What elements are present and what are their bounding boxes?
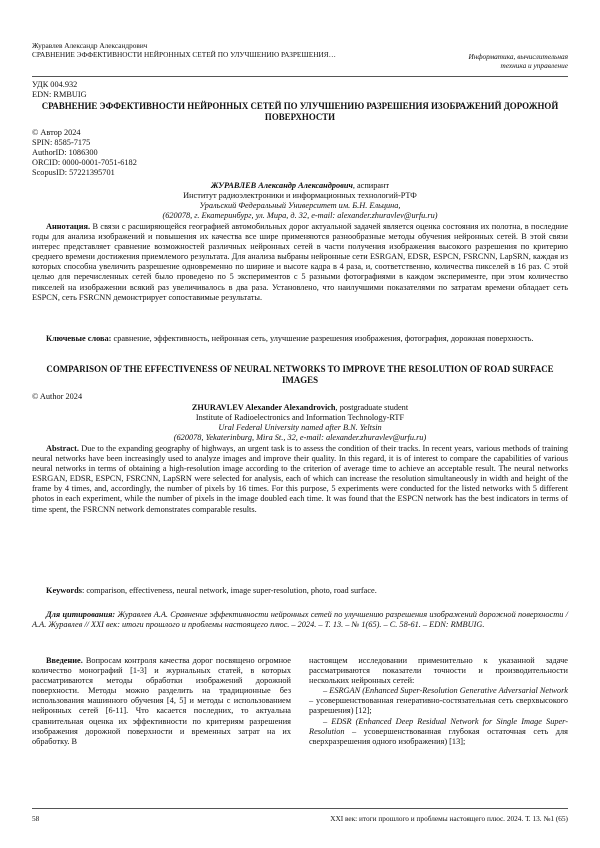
ru-abstract-text: В связи с расширяющейся географией автомобильных дорог актуальной задачей является оценка состояния их полотна, в последние годы для анализа изображений и повышения их качества все шире применяются разнообразные методы обучения нейронных сетей. В этой связи интерес представляет сравнение возможностей различных нейронных сетей в части получения изображения высокого разрешения по критерию среднего времени достижения приемлемого результата. Для анализа выбраны нейронные сети ESRGAN, EDSR, ESPCN, FSRCNN, LapSRN, каждая из которых способна увеличить разрешение одновременно по ширине и высоте кадра в 4 раза, и, соответственно, количества пикселей в 16 раз. С этой целью для перечисленных сетей было проведено по 5 экспериментов с 5 разными фотографиями в каждом эксперименте, при этом количество пикселей на изображении всякий раз увеличивалось в два раза. Установлено, что наилучшими показателями по затратам времени обладает сеть ESPCN, сеть FSRCNN демонстрирует сопоставимые результаты. [32,222,568,302]
en-keywords-label: Keywords [46,586,82,595]
en-author-name: ZHURAVLEV Alexander Alexandrovich [191,403,336,412]
running-header [32,40,568,77]
ru-keywords [32,334,568,344]
intro-paragraph [32,656,291,747]
running-footer [32,808,568,823]
right-column [309,656,568,747]
ru-ids [32,80,568,100]
ru-address: (620078, г. Екатеринбург, ул. Мира, д. 32, e-mail: alexander.zhuravlev@urfu.ru) [162,211,438,221]
ru-copyright: © Автор 2024 [32,128,81,137]
intro-label: Введение. [46,656,83,665]
ru-title: СРАВНЕНИЕ ЭФФЕКТИВНОСТИ НЕЙРОННЫХ СЕТЕЙ ПО УЛУЧШЕНИЮ РАЗРЕШЕНИЯ ИЗОБРАЖЕНИЙ ДОРОЖНОЙ ПОВЕРХНОСТИ [41,101,559,122]
ru-author-ids [32,128,568,178]
ru-author-line [32,181,568,191]
en-copyright: © Author 2024 [32,392,83,401]
citation [32,610,568,630]
authorid: AuthorID: 1086300 [32,148,98,158]
en-keywords-text: : comparison, effectiveness, neural network, image super-resolution, photo, road surface. [81,586,377,595]
spin: SPIN: 8585-7175 [32,138,91,148]
list-item [309,686,568,716]
edn: EDN: RMBUIG [32,90,87,100]
header-short-title: СРАВНЕНИЕ ЭФФЕКТИВНОСТИ НЕЙРОННЫХ СЕТЕЙ ПО УЛУЧШЕНИЮ РАЗРЕШЕНИЯ… [32,50,336,59]
orcid: ORCID: 0000-0001-7051-6182 [32,158,137,168]
header-left [32,41,452,59]
en-affil2: Ural Federal University named after B.N. Yeltsin [218,423,382,433]
citation-text: Журавлев А.А. Сравнение эффективности нейронных сетей по улучшению разрешения изображений дорожной поверхности / А.А. Журавлев // XXI век: итоги прошлого и проблемы настоящего плюс. – 2024. – Т. 13. – № 1(65). – С. 58-61. – EDN: RMBUIG. [32,610,568,630]
ru-affil1: Институт радиоэлектроники и информационных технологий-РТФ [183,191,417,201]
item2-desc: – усовершенствованная глубокая остаточная сеть для сверхразрешения одного изображения) [13]; [309,726,568,746]
en-author-line [32,403,568,413]
header-journal-section: Информатика, вычислительная техника и управление [468,52,568,70]
ru-author-name: ЖУРАВЛЕВ Александр Александрович [210,181,353,190]
en-author-rank: , postgraduate student [335,403,409,412]
header-author: Журавлев Александр Александрович [32,41,148,50]
item1-desc: – усовершенствованная генеративно-состязательная сеть сверхвысокого разрешения) [12]; [309,696,568,716]
en-abstract [32,444,568,515]
item1-name: – ESRGAN (Enhanced Super-Resolution Generative Adversarial Network [323,686,568,696]
ru-keywords-text: сравнение, эффективность, нейронная сеть, улучшение разрешения изображения, фотография, дорожная поверхность. [111,334,534,343]
citation-label: Для цитирования: [46,610,116,619]
ru-keywords-label: Ключевые слова: [46,334,112,343]
en-affiliation [32,403,568,443]
ru-abstract [32,222,568,303]
list-item [309,717,568,747]
en-affil1: Institute of Radioelectronics and Information Technology-RTF [195,413,405,423]
footer-journal: XXI век: итоги прошлого и проблемы настоящего плюс. 2024. Т. 13. №1 (65) [330,814,568,823]
en-abstract-label: Abstract. [46,444,79,453]
en-title: COMPARISON OF THE EFFECTIVENESS OF NEURAL NETWORKS TO IMPROVE THE RESOLUTION OF ROAD SURFACE IMAGES [46,364,554,385]
item2-name: – EDSR (Enhanced Deep Residual Network for Single Image Super-Resolution [309,716,568,736]
en-address: (620078, Yekaterinburg, Mira St., 32, e-mail: alexander.zhuravlev@urfu.ru) [173,433,427,443]
udk: УДК 004.932 [32,80,78,89]
en-abstract-text: Due to the expanding geography of highways, an urgent task is to assess the condition of their tracks. In recent years, various methods of training neural networks have been increasingly used to analyze images and improve their quality. In this regard, it is of interest to compare the capabilities of various neural networks in terms of obtaining a high-resolution image according to the criterion of average time to achieve an acceptable result. The neural networks ESRGAN, EDSR, ESPCN, FSRCNN, LapSRN were selected for analysis, each of which can increase the resolution simultaneously in width and height of the frame by 4 times, and, accordingly, the number of pixels by 16 times. For this purpose, 5 experiments were conducted for the listed networks with 5 different photos in each experiment, while the number of pixels in the image doubled each time. It was found that the ESPCN network has the best indicators in terms of time spent, the FSRCNN network demonstrates comparable results. [32,444,568,514]
ru-affiliation [32,181,568,221]
ru-affil2: Уральский Федеральный Университет им. Б.Н. Ельцина, [199,201,401,211]
page-number: 58 [32,814,40,823]
scopusid: ScopusID: 57221395701 [32,168,115,178]
intro-text: Вопросам контроля качества дорог посвящено огромное количество монографий [1-3] и журнальных статей, в которых рассматриваются методы обработки изображений дорожной поверхности. Методы можно разделить на традиционные без использования машинного обучения [4, 5] и методы с использованием нейронных сетей [6-11]. Что касается последних, то актуальна сравнительная оценка их эффективности по критериям разрешения изображения дорожной поверхности и временных затрат на их обработку. В [32,656,291,746]
ru-author-rank: , аспирант [352,181,390,190]
ru-abstract-label: Аннотация. [46,222,91,231]
en-keywords [32,586,568,596]
right-paragraph: настоящем исследовании применительно к указанной задаче рассматриваются показатели точности и производительности нескольких нейронных сетей: [309,656,568,686]
